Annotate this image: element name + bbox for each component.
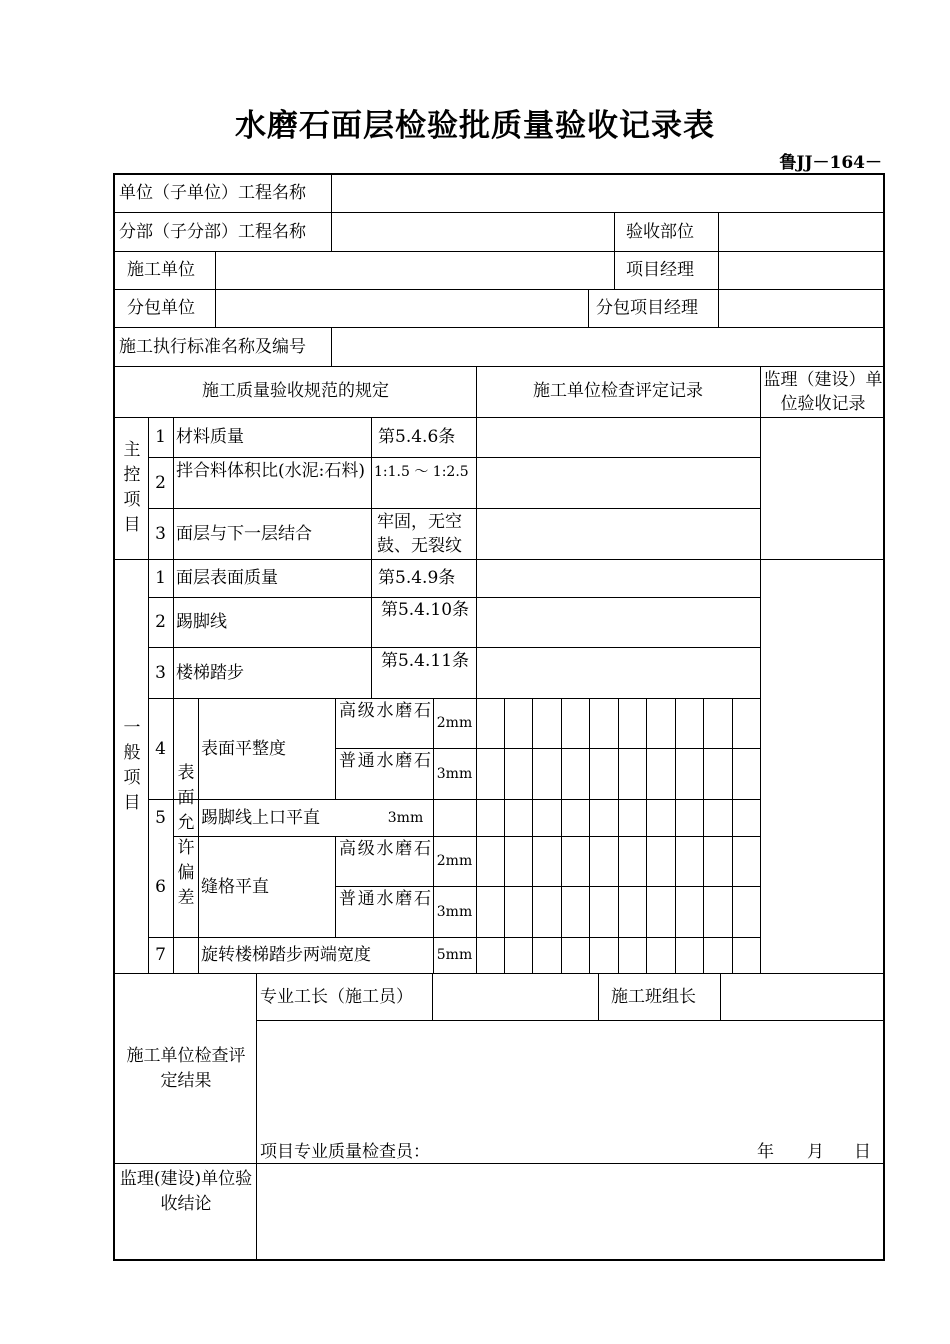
general-items-label: 一般项目	[123, 718, 141, 813]
form-title: 水磨石面层检验批质量验收记录表	[235, 108, 715, 144]
tolerance-grade: 高级水磨石	[339, 839, 431, 859]
acceptance-part-label: 验收部位	[626, 222, 694, 242]
general-item-requirement: 第5.4.10条	[380, 600, 470, 620]
check-result-label: 施工单位检查评定结果	[126, 1046, 246, 1091]
general-item-no: 1	[155, 568, 166, 588]
tolerance-value: 5mm	[436, 947, 473, 963]
general-item-no: 3	[155, 663, 166, 683]
subcontractor-label: 分包单位	[127, 298, 195, 318]
tolerance-value: 3mm	[436, 904, 473, 920]
main-item-name: 材料质量	[176, 427, 244, 447]
main-item-name: 面层与下一层结合	[176, 524, 312, 544]
construction-unit-label: 施工单位	[127, 260, 195, 280]
general-item-requirement: 第5.4.9条	[378, 568, 456, 588]
date-year: 年	[757, 1142, 774, 1162]
date-month: 月	[807, 1142, 824, 1162]
date-day: 日	[854, 1142, 871, 1162]
general-item-name: 面层表面质量	[176, 568, 278, 588]
general-item-no: 6	[155, 877, 166, 897]
main-item-requirement: 1:1.5 ～ 1:2.5	[374, 464, 469, 480]
tolerance-value: 2mm	[436, 715, 473, 731]
main-item-no: 3	[155, 524, 166, 544]
main-items-label: 主控项目	[123, 440, 141, 535]
general-item-name: 楼梯踏步	[176, 663, 244, 683]
project-manager-label: 项目经理	[626, 260, 694, 280]
main-item-requirement: 牢固，无空鼓、无裂纹	[377, 512, 462, 556]
team-leader-label: 施工班组长	[611, 987, 696, 1007]
general-item-no: 2	[155, 612, 166, 632]
form-table	[113, 173, 885, 1261]
supervision-conclusion-label: 监理(建设)单位验收结论	[119, 1169, 253, 1214]
inspector-label: 项目专业质量检查员：	[260, 1142, 430, 1162]
foreman-label: 专业工长（施工员）	[260, 987, 413, 1007]
tolerance-value: 2mm	[436, 853, 473, 869]
tolerance-label: 表面允许偏差	[177, 763, 195, 908]
supervision-column-header: 监理（建设）单位验收记录	[763, 370, 883, 414]
record-column-header: 施工单位检查评定记录	[533, 381, 703, 401]
tolerance-name: 缝格平直	[201, 877, 269, 897]
tolerance-value: 3mm	[387, 810, 424, 826]
spec-column-header: 施工质量验收规范的规定	[202, 381, 389, 401]
sub-project-manager-label: 分包项目经理	[596, 298, 698, 318]
general-item-no: 5	[155, 808, 166, 828]
tolerance-grade: 高级水磨石	[339, 701, 431, 721]
general-item-no: 4	[155, 739, 166, 759]
tolerance-name: 表面平整度	[201, 739, 286, 759]
form-code: 鲁JJ－164－	[779, 153, 882, 173]
main-item-name: 拌合料体积比(水泥:石料)	[176, 461, 365, 481]
tolerance-name: 踢脚线上口平直	[201, 808, 320, 828]
tolerance-grade: 普通水磨石	[339, 889, 431, 909]
unit-project-label: 单位（子单位）工程名称	[119, 183, 306, 203]
general-item-no: 7	[155, 945, 166, 965]
division-project-label: 分部（子分部）工程名称	[119, 222, 306, 242]
general-item-requirement: 第5.4.11条	[380, 651, 470, 671]
standard-label: 施工执行标准名称及编号	[119, 337, 306, 357]
main-item-no: 2	[155, 473, 166, 493]
tolerance-value: 3mm	[436, 766, 473, 782]
main-item-no: 1	[155, 427, 166, 447]
main-item-requirement: 第5.4.6条	[378, 427, 456, 447]
tolerance-name: 旋转楼梯踏步两端宽度	[201, 945, 371, 965]
general-item-name: 踢脚线	[176, 612, 227, 632]
tolerance-grade: 普通水磨石	[339, 751, 431, 771]
